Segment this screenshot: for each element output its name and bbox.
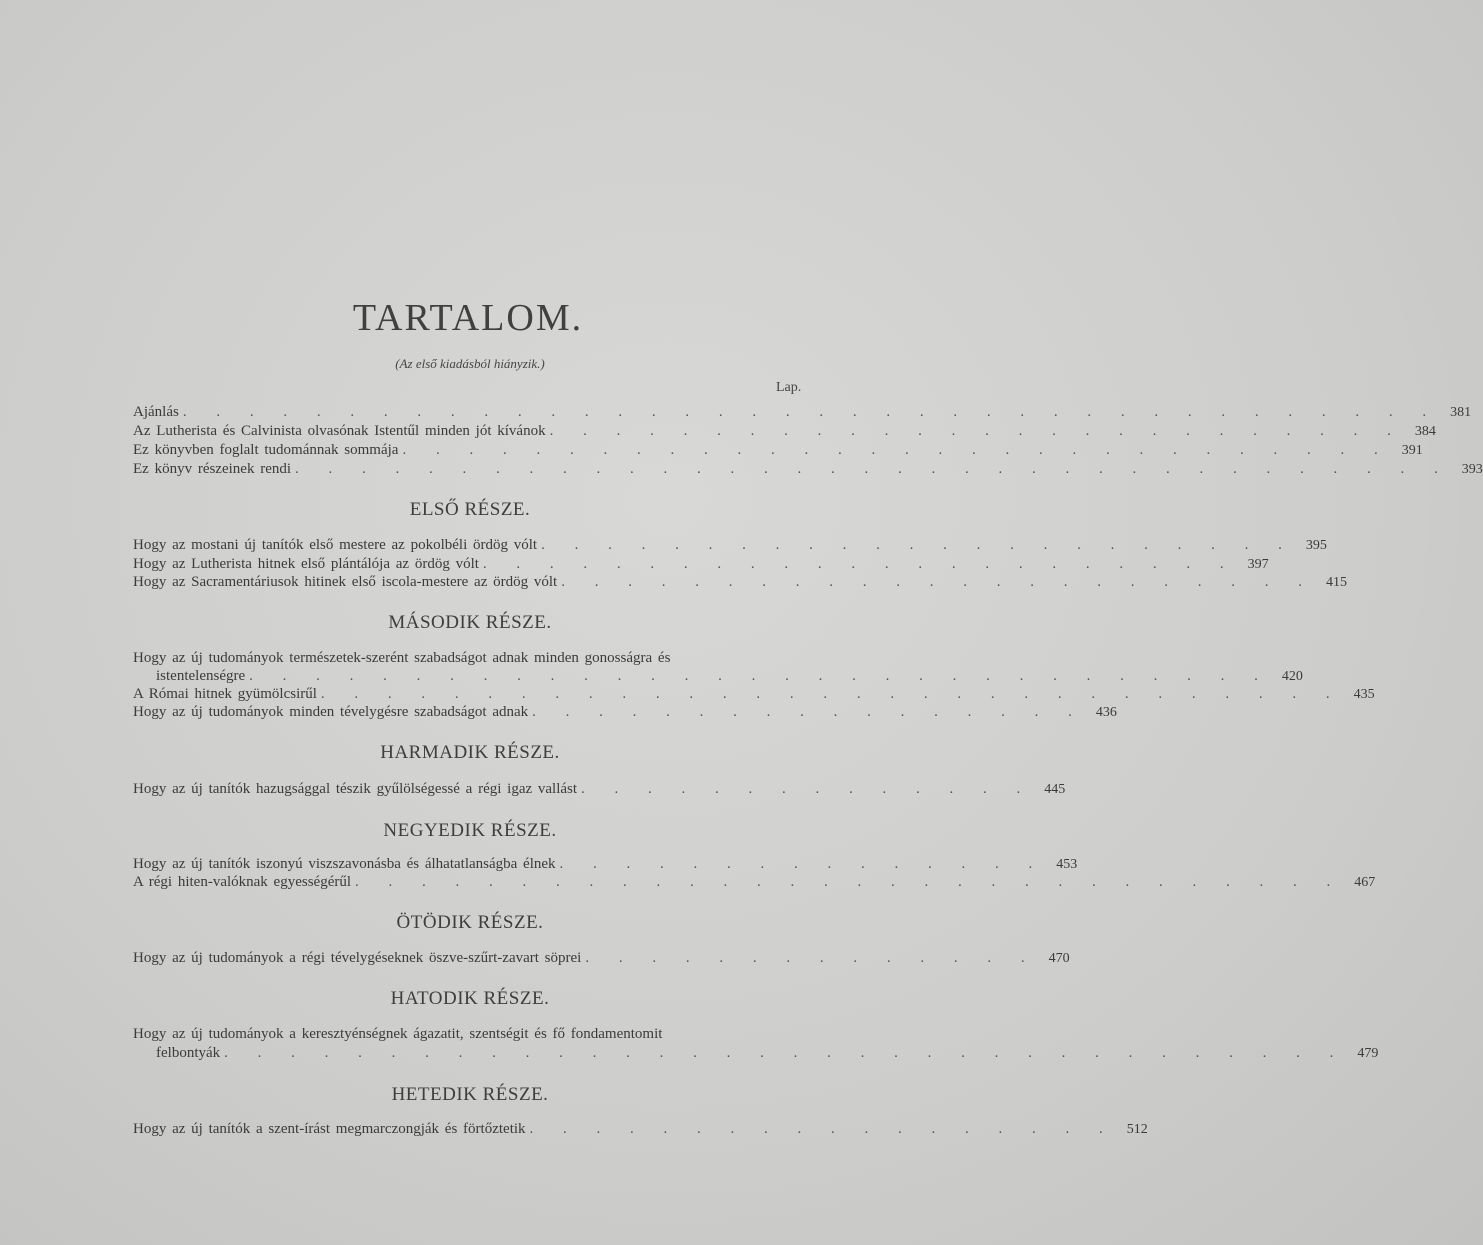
toc-entry-text: Hogy az új tanítók iszonyú viszszavonásba és álhatatlanságba élnek	[133, 856, 556, 872]
toc-entry-page: 435	[1353, 687, 1375, 702]
toc-entry-text: Hogy az új tudományok természetek-szerént szabadságot adnak minden gonosságra és	[133, 650, 671, 666]
toc-entry	[156, 1045, 1379, 1065]
toc-entry-text: Hogy az Sacramentáriusok hitinek első iscola-mestere az ördög vólt	[133, 574, 558, 590]
page-title: TARTALOM.	[352, 297, 584, 339]
page-subtitle: (Az első kiadásból hiányzik.)	[395, 356, 545, 371]
toc-entry-page: 381	[1450, 405, 1472, 420]
leader-dots: . . . . . . . . . . . . . . . . . . . . . . . . . . . . . .	[355, 874, 1344, 890]
leader-dots: . . . . . . . . . . . . . . . . . . . . . . .	[482, 556, 1237, 572]
toc-entry-page: 445	[1044, 782, 1066, 797]
toc-entry	[133, 1121, 1148, 1141]
section-heading: ÖTÖDIK RÉSZE.	[396, 912, 544, 933]
leader-dots: . . . . . . . . . . . . . . . . . .	[529, 1121, 1116, 1137]
toc-entry-text: Ez könyv részeinek rendi	[133, 461, 292, 477]
section-heading: HARMADIK RÉSZE.	[380, 742, 560, 763]
toc-entry	[133, 856, 1078, 876]
leader-dots: . . . . . . . . . . . . . . .	[559, 856, 1046, 872]
toc-entry	[133, 423, 1436, 443]
toc-entry-text: A régi hiten-valóknak egyességérűl	[133, 874, 352, 890]
toc-entry	[133, 686, 1375, 706]
toc-entry	[133, 404, 1472, 424]
toc-entry-continuation: istentelenségre	[156, 668, 246, 684]
toc-entry-page: 391	[1401, 443, 1423, 458]
toc-entry-page: 479	[1357, 1046, 1379, 1061]
leader-dots: . . . . . . . . . . . . . . . . . . . . . . .	[561, 574, 1315, 590]
leader-dots: . . . . . . . . . . . . . . . . . . . . . . . . . . . . . . . . . . .	[295, 461, 1451, 477]
leader-dots: . . . . . . . . . . . . . . . . .	[532, 704, 1085, 720]
toc-entry	[133, 950, 1070, 970]
toc-entry-page: 384	[1414, 424, 1436, 439]
toc-entry-text: Ajánlás	[133, 404, 179, 420]
leader-dots: . . . . . . . . . . . . . . . . . . . . . . . . . . . . . . .	[249, 668, 1271, 684]
toc-entry-text: Ez könyvben foglalt tudománnak sommája	[133, 442, 399, 458]
leader-dots: . . . . . . . . . . . . . . . . . . . . . . .	[541, 537, 1295, 553]
toc-entry-text: Hogy az új tanítók a szent-írást megmarczongják és förtőztetik	[133, 1121, 526, 1137]
leader-dots: . . . . . . . . . . . . . . . . . . . . . . . . . . . . . . . . . . . . . .	[182, 404, 1440, 420]
section-heading: HETEDIK RÉSZE.	[391, 1084, 549, 1105]
leader-dots: . . . . . . . . . . . . . . . . . . . . . . . . . . . . . .	[402, 442, 1391, 458]
toc-entry-page: 436	[1095, 705, 1117, 720]
toc-entry	[133, 704, 1117, 724]
toc-entry-page: 453	[1056, 857, 1078, 872]
leader-dots: . . . . . . . . . . . . . . . . . . . . . . . . . . . . . . . . . .	[224, 1045, 1347, 1061]
toc-entry-text: A Római hitnek gyümölcsirűl	[133, 686, 317, 702]
toc-entry	[133, 781, 1066, 801]
toc-entry-page: 393	[1461, 462, 1483, 477]
toc-entry-text: Az Lutherista és Calvinista olvasónak Istentűl minden jót kívánok	[133, 423, 546, 439]
toc-entry-text: Hogy az új tudományok a keresztyénségnek ágazatit, szentségit és fő fondamentomit	[133, 1026, 663, 1042]
toc-entry-text: Hogy az új tudományok a régi tévelygéseknek öszve-szűrt-zavart söprei	[133, 950, 582, 966]
toc-entry-page: 415	[1325, 575, 1347, 590]
leader-dots: . . . . . . . . . . . . . .	[585, 950, 1038, 966]
leader-dots: . . . . . . . . . . . . . .	[581, 781, 1034, 797]
page-column-label: Lap.	[776, 380, 802, 395]
leader-dots: . . . . . . . . . . . . . . . . . . . . . . . . . . . . . . .	[320, 686, 1343, 702]
toc-entry	[133, 874, 1376, 894]
section-heading: NEGYEDIK RÉSZE.	[383, 820, 557, 841]
toc-entry-page: 397	[1247, 557, 1269, 572]
toc-entry	[133, 556, 1269, 576]
leader-dots: . . . . . . . . . . . . . . . . . . . . . . . . . .	[549, 423, 1404, 439]
toc-entry-text: Hogy az Lutherista hitnek első plántálója az ördög vólt	[133, 556, 479, 572]
section-heading: ELSŐ RÉSZE.	[409, 499, 531, 520]
toc-entry-page: 470	[1048, 951, 1070, 966]
section-heading: MÁSODIK RÉSZE.	[388, 612, 552, 633]
toc-entry-continuation: felbontyák	[156, 1045, 221, 1061]
toc-entry-page: 395	[1305, 538, 1327, 553]
toc-entry-text: Hogy az új tudományok minden tévelygésre szabadságot adnak	[133, 704, 529, 720]
toc-entry-first-line	[133, 1026, 758, 1043]
toc-entry-first-line	[133, 650, 758, 667]
toc-entry-page: 420	[1281, 669, 1303, 684]
section-heading: HATODIK RÉSZE.	[390, 988, 550, 1009]
toc-entry-text: Hogy az új tanítók hazugsággal tészik gyűlölségessé a régi igaz vallást	[133, 781, 578, 797]
toc-entry	[156, 668, 1303, 688]
toc-entry	[133, 461, 1483, 481]
toc-entry	[133, 537, 1327, 557]
toc-entry-page: 512	[1126, 1122, 1148, 1137]
toc-entry-text: Hogy az mostani új tanítók első mestere az pokolbéli ördög vólt	[133, 537, 538, 553]
toc-entry-page: 467	[1354, 875, 1376, 890]
toc-entry	[133, 574, 1347, 594]
toc-entry	[133, 442, 1423, 462]
